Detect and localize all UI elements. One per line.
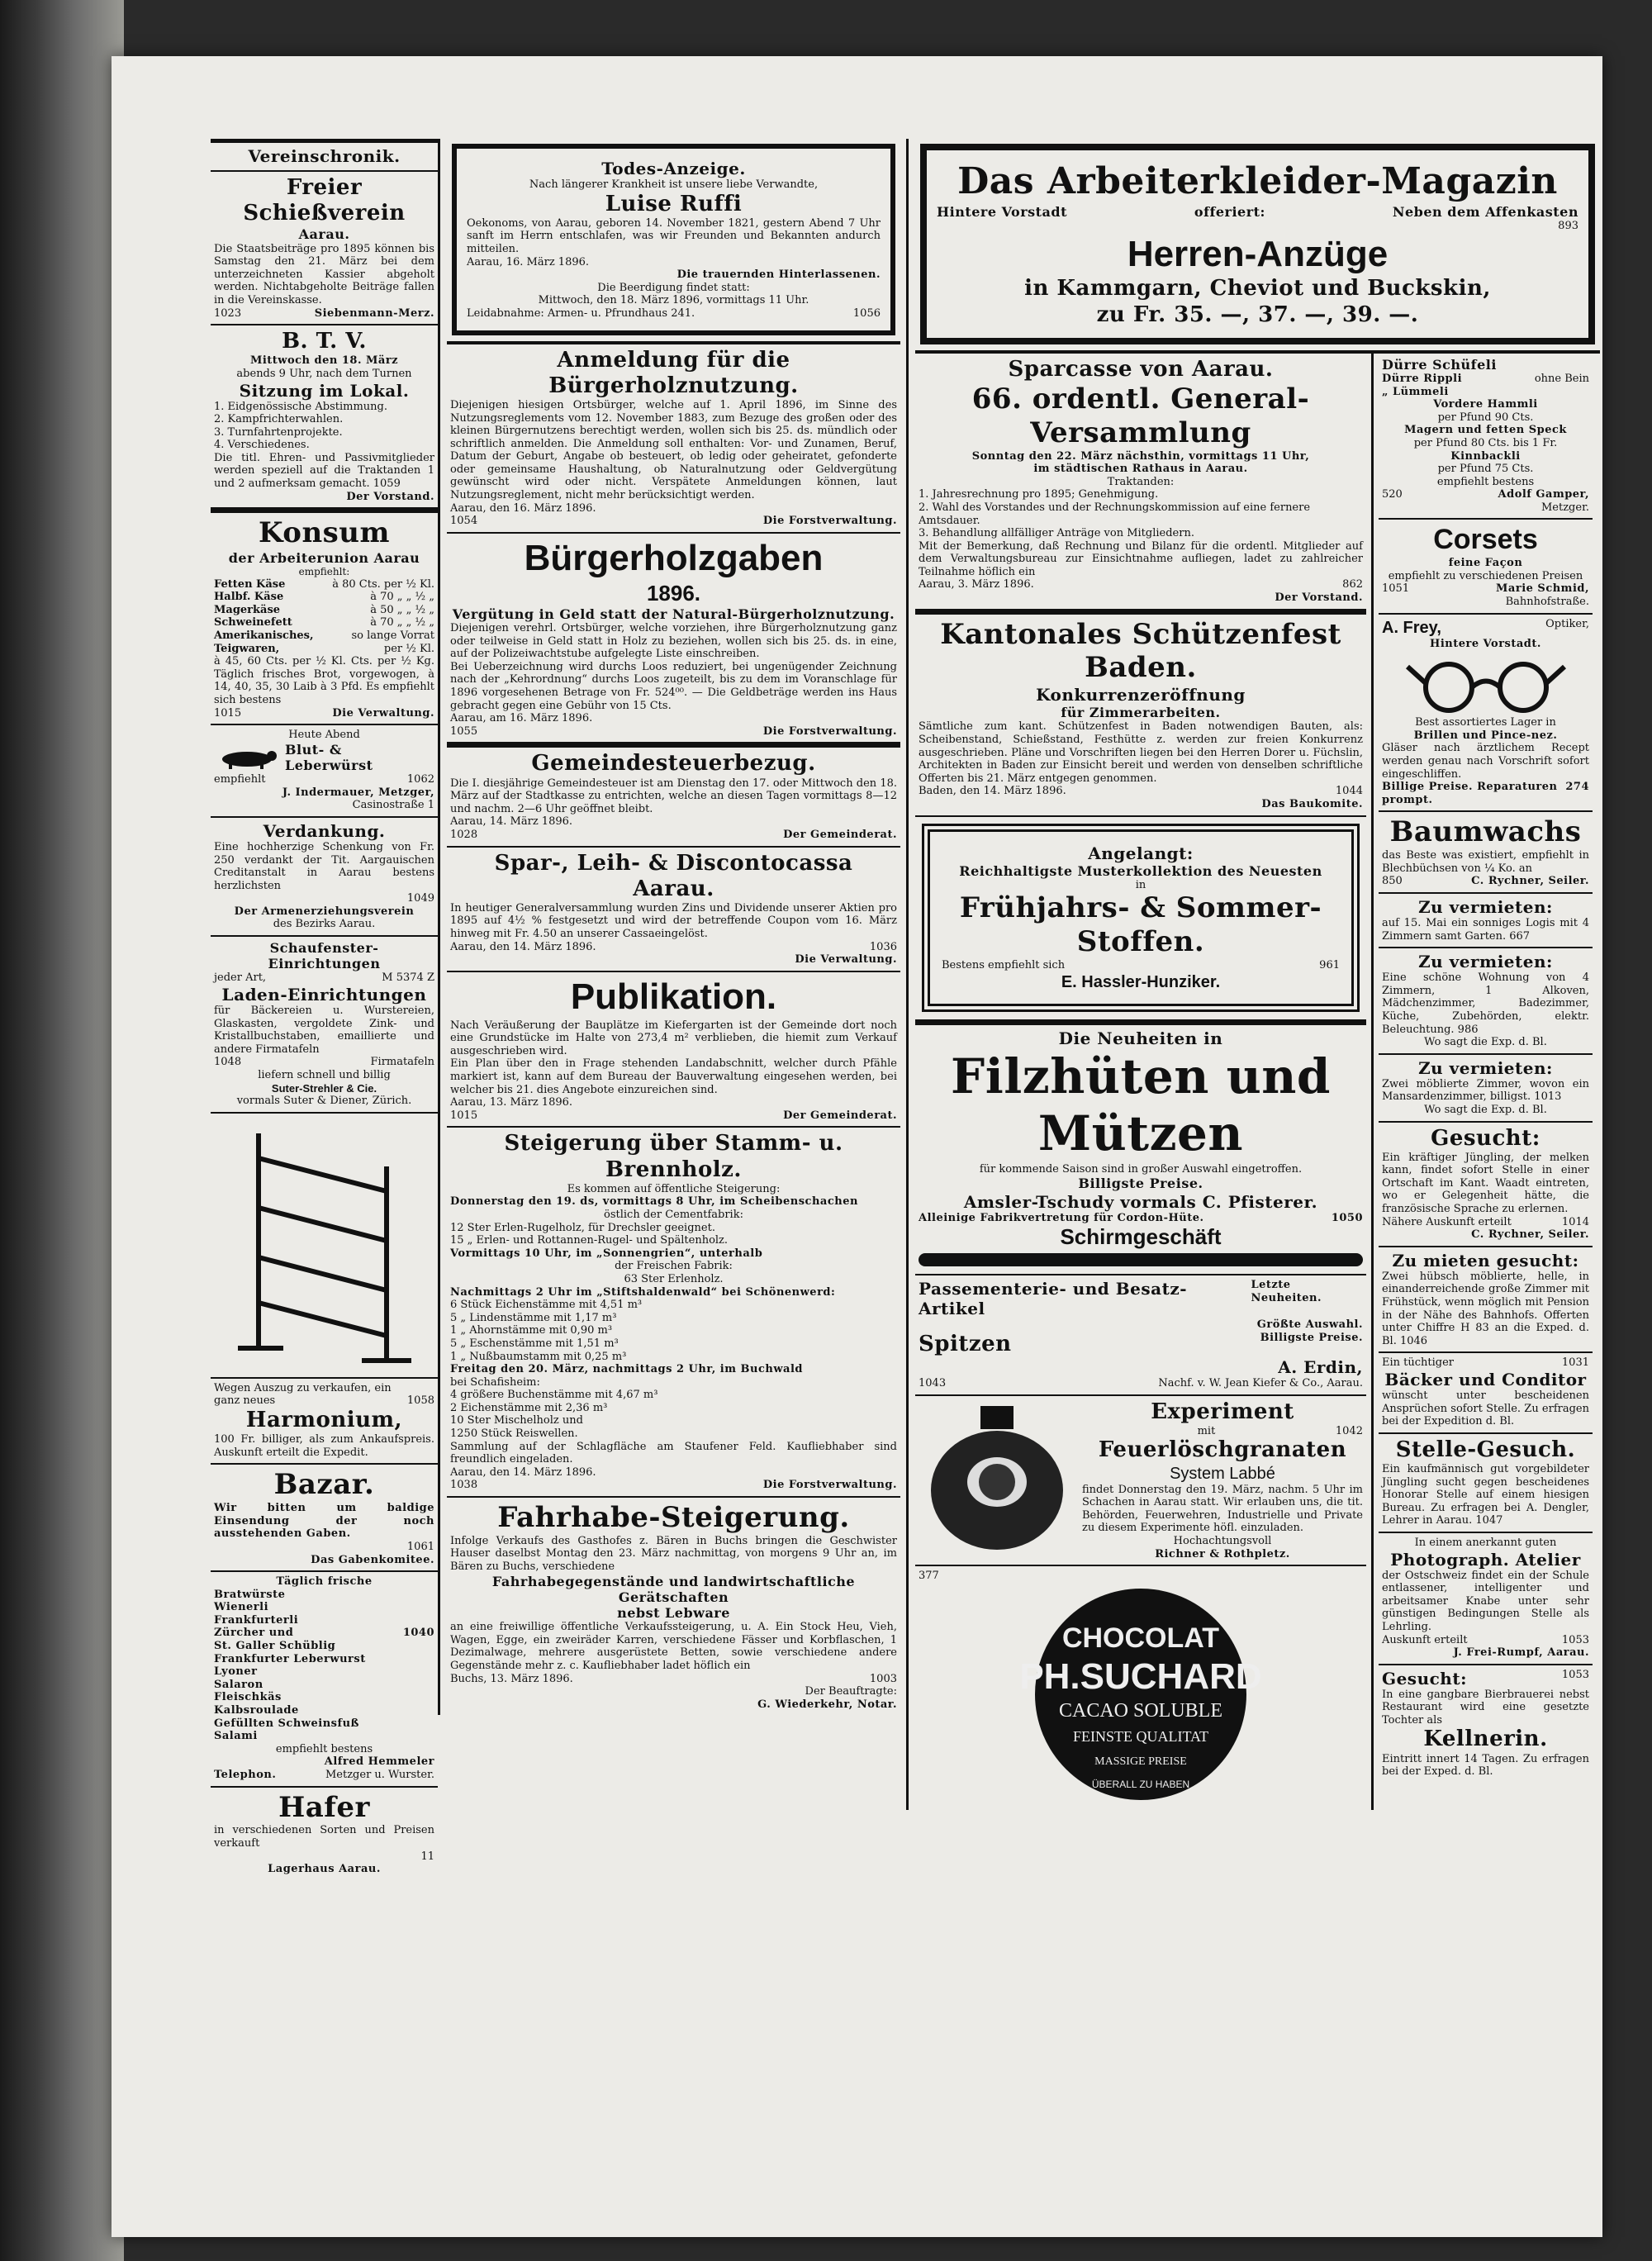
ad-stelle-gesuch: Stelle-Gesuch. Ein kaufmännisch gut vorgebildeter Jüngling sucht gegen bescheidenes Honorar Stelle auf einem hiesigen Bureau. Zu erfragen bei A. Dengler, Lehrer in Aarau. 1047 — [1379, 1434, 1593, 1533]
decorative-bar — [919, 1253, 1363, 1266]
column-3 — [906, 139, 1600, 1810]
svg-text:ÜBERALL ZU HABEN: ÜBERALL ZU HABEN — [1091, 1778, 1190, 1790]
ad-kellnerin: Gesucht: 1053 In eine gangbare Bierbrauerei nebst Restaurant wird eine gesetzte Tochter als Kellnerin. Eintritt innert 14 Tagen. Zu erfragen bei der Exped. d. Bl. — [1382, 1668, 1589, 1779]
column-2 — [438, 139, 900, 1715]
ad-sparcasse-aarau: Sparcasse von Aarau. 66. ordentl. General-Versammlung Sonntag den 22. März nächsthin, vormittags 11 Uhr, im städtischen Rathaus in Aarau. Traktanden: 1. Jahresrechnung pro 1895; Genehmigung. 2. Wahl des Vorstandes und der Rechnungskommission auf eine fernere Amtsdauer. 3. Behandlung allfälliger Anträge von Mitgliedern. Mit der Bemerkung, daß Rechnung und Bilanz für die ordentl. Mitglieder auf dem Verwaltungsbureau zur Einsichtnahme aufliegen, ladet zu zahlreicher Teilnahme höflich ein Aarau, 3. März 1896. 862 Der Vorstand. — [915, 354, 1366, 610]
scan-binding-edge — [0, 0, 124, 2261]
ad-feuerloeschgranaten: Experiment mit 1042 Feuerlöschgranaten System Labbé findet Donnerstag den 19. März, nachm. 5 Uhr im Schachen in Aarau statt. Wir erlauben uns, die tit. Behörden, Feuerwehren, Industrielle und Private zu diesem Experimente höfl. einzuladen. Hochachtungsvoll Richner & Rothpletz. — [915, 1396, 1366, 1567]
column-1 — [211, 139, 438, 1880]
svg-text:FEINSTE QUALITAT: FEINSTE QUALITAT — [1072, 1727, 1209, 1745]
ad-arbeiterkleider-magazin: Das Arbeiterkleider-Magazin Hintere Vorstadt offeriert: Neben dem Affenkasten 893 Herren-Anzüge in Kammgarn, Cheviot und Buckskin, zu Fr. 35. —, 37. —, 39. —. — [915, 139, 1600, 354]
ad-filzhuete: Die Neuheiten in Filzhüten und Mützen für kommende Saison sind in großer Auswahl eingetroffen. Billigste Preise. Amsler-Tschudy vormals C. Pfisterer. Alleinige Fabrikvertretung für Cordon-Hüte. 1050 Schirmgeschäft — [915, 1021, 1366, 1276]
ad-sparkasse-discontocassa: Spar-, Leih- & Discontocassa Aarau. In heutiger Generalversammlung wurden Zins und Dividende unserer Aktien pro 1895 auf 4½ % festgesetzt und wird der betreffende Coupon vom 16. März hinweg mit Fr. 4.50 an unserer Cassaeingelöst. Aarau, den 14. März 1896. 1036 Die Verwaltung. — [447, 848, 900, 972]
svg-text:CACAO SOLUBLE: CACAO SOLUBLE — [1058, 1699, 1223, 1722]
ad-zu-vermieten-3: Zu vermieten: Zwei möblierte Zimmer, wovon ein Mansardenzimmer, billigst. 1013 Wo sagt die Exp. d. Bl. — [1379, 1055, 1593, 1123]
ad-konsum: Konsum der Arbeiterunion Aarau empfiehlt: Fetten Käse à 80 Cts. per ½ Kl. Halbf. Käse à 70 „ „ ½ „ Magerkäse à 50 „ „ ½ „ Schweinefett à 70 „ „ ½ „ Amerikanisches, so lange Vorrat Teigwaren, per ½ Kl. à 45, 60 Cts. per ½ Kl. Cts. per ½ Kg. Täglich frisches Brot, vorgewogen, à 14, 40, 35, 30 Laib à 3 Pfd. Es empfiehlt sich bestens 1015 Die Verwaltung. — [211, 509, 438, 725]
ad-gesucht-juengling: Gesucht: Ein kräftiger Jüngling, der melken kann, findet sofort Stelle in einer Ortschaft im Kant. Waadt eintreten, wo er Gelegenheit hätte, die französische Sprache zu erlernen. Nähere Auskunft erteilt 1014 C. Rychner, Seiler. — [1379, 1123, 1593, 1247]
ad-zu-mieten-gesucht: Zu mieten gesucht: Zwei hübsch möblierte, helle, in einanderreichende große Zimmer mit Frühstück, wenn möglich mit Pension in der Nähe des Bahnhofs. Offerten unter Chiffre H 83 an die Exped. d. Bl. 1046 — [1379, 1247, 1593, 1354]
ad-buergerholzgaben: Bürgerholzgaben 1896. Vergütung in Geld statt der Natural-Bürgerholznutzung. Diejenigen verehrl. Ortsbürger, welche vorziehen, ihre Bürgerholznutzung ganz oder teilweise in Geld statt in Holz zu beziehen, wollen sich bis 25. ds. in eine, auf der Polizeiwachtstube aufgelegte Liste einschreiben. Bei Ueberzeichnung wird durchs Loos reduziert, bei ungenügender Zeichnung nach der „Kehrordnung“ durchs Loos zugeteilt, bis zu dem im Voranschlage für 1896 vorgesehenen Betrage von Fr. 524⁰⁰. — Die Geldbeträge werden ins Haus gebracht gegen eine Gebühr von 15 Cts. Aarau, am 16. März 1896. 1055 Die Forstverwaltung. — [447, 534, 900, 744]
konsum-pricelist: Fetten Käse à 80 Cts. per ½ Kl. Halbf. Käse à 70 „ „ ½ „ Magerkäse à 50 „ „ ½ „ Schweinefett à 70 „ „ ½ „ Amerikanisches, so lange Vorrat Teigwaren, per ½ Kl. — [214, 577, 434, 655]
ad-anmeldung-buergerholz: Anmeldung für die Bürgerholznutzung. Diejenigen hiesigen Ortsbürger, welche auf 1. April 1896, im Sinne des Nutzungsreglements vom 12. November 1883, zum Bezuge des großen oder des kleinen Bürgernutzens berechtigt werden, wollen sich bis 25. ds. mündlich oder schriftlich anmelden. Die Anmeldung soll enthalten: Vor- und Zunamen, Beruf, Datum der Geburt, Angabe ob besteuert, ob ledig oder geheiratet, gefonderte oder gemeinsame Haushaltung, ob Naturalnutzung oder Geldvergütung gewünscht wird oder nicht. Verspätete Anmeldungen können, laut Nutzungsreglement, nicht mehr berücksichtigt werden. Aarau, den 16. März 1896. 1054 Die Forstverwaltung. — [447, 344, 900, 534]
ad-hassler-hunziker: Angelangt: Reichhaltigste Musterkollektion des Neuesten in Frühjahrs- & Sommer-Stoffen. Bestens empfiehlt sich 961 E. Hassler-Hunziker. — [915, 817, 1366, 1021]
spectacles-icon — [1382, 650, 1589, 716]
suchard-seal-logo — [1017, 1583, 1265, 1806]
ad-harmonium: Wegen Auszug zu verkaufen, ein ganz neues 1058 Harmonium, 100 Fr. billiger, als zum Ankaufspreis. Auskunft erteilt die Expedit. — [211, 1379, 438, 1465]
ad-passementerie: Passementerie- und Besatz-Artikel Letzte Neuheiten. Größte Auswahl. Spitzen Billigste Preise. A. Erdin, 1043 Nachf. v. W. Jean Kiefer & Co., Aarau. — [915, 1275, 1366, 1395]
extinguisher-grenade-illustration — [919, 1399, 1075, 1561]
ad-gemeindesteuer: Gemeindesteuerbezug. Die I. diesjährige Gemeindesteuer ist am Dienstag den 17. oder Mittwoch den 18. März auf der Stadtkasse zu entrichten, welche an diesen Tagen vormittags 8—12 und nachm. 2—6 Uhr geöffnet bleibt. Aarau, 14. März 1896. 1028 Der Gemeinderat. — [447, 743, 900, 847]
ad-optiker-frey: A. Frey, Optiker, Hintere Vorstadt. Best assortiertes Lager in Brillen und Pince-nez. Gläser nach ärztlichem Recept werden genau nach Vorschrift sofort eingeschliffen. Billige Preise. Reparaturen prompt. 274 — [1379, 615, 1593, 813]
newspaper-page — [112, 56, 1602, 2237]
ad-photograph-atelier: In einem anerkannt guten Photograph. Atelier der Ostschweiz findet ein der Schule entlassener, intelligenter und arbeitsamer Knabe unter sehr günstigen Bedingungen Stelle als Lehrling. Auskunft erteilt 1053 J. Frei-Rumpf, Aarau. — [1379, 1533, 1593, 1665]
ad-publikation: Publikation. Nach Veräußerung der Bauplätze im Kiefergarten ist der Gemeinde dort noch eine Grundstücke im Halte von 273,4 m² verblieben, die hiemit zum Verkauf ausgeschrieben wird. Ein Plan über den in Frage stehenden Landabschnitt, welcher durch Pfähle markiert ist, kann auf dem Bureau der Bauverwaltung eingesehen werden, bei welcher bis 21. dies Angebote einzureichen sind. Aarau, 13. März 1896. 1015 Der Gemeinderat. — [447, 972, 900, 1128]
ad-zu-vermieten-2: Zu vermieten: Eine schöne Wohnung von 4 Zimmern, 1 Alkoven, Mädchenzimmer, Badezimmer, Küche, Zubehörden, elektr. Beleuchtung. 986 Wo sagt die Exp. d. Bl. — [1379, 948, 1593, 1055]
svg-text:CHOCOLAT: CHOCOLAT — [1061, 1622, 1220, 1654]
col3-main — [915, 354, 1374, 1810]
svg-text:MASSIGE PREISE: MASSIGE PREISE — [1094, 1755, 1187, 1768]
ad-btv: B. T. V. Mittwoch den 18. März abends 9 Uhr, nach dem Turnen Sitzung im Lokal. 1. Eidgenössische Abstimmung. 2. Kampfrichterwahlen. 3. Turnfahrtenprojekte. 4. Verschiedenes. Die titl. Ehren- und Passivmitglieder werden speziell auf die Traktanden 1 und 2 aufmerksam gemacht. 1059 Der Vorstand. — [211, 325, 438, 509]
ad-hafer: Hafer in verschiedenen Sorten und Preisen verkauft 11 Lagerhaus Aarau. — [214, 1790, 434, 1876]
ad-baumwachs: Baumwachs das Beste was existiert, empfiehlt in Blechbüchsen von ¼ Ko. an 850 C. Rychner, Seiler. — [1379, 812, 1593, 894]
col3-right — [1374, 354, 1593, 1810]
ad-corsets: Corsets feine Façon empfiehlt zu verschiedenen Preisen 1051 Marie Schmid, Bahnhofstraße. — [1379, 520, 1593, 614]
ad-chocolat-suchard: 377 CHOCOLAT PH.SUCHARD CACAO SOLUBLE FEINSTE QUALITAT MASSIGE PREISE ÜBERALL ZU HABEN — [915, 1566, 1366, 1810]
col3-split — [915, 354, 1600, 1810]
ad-zu-vermieten-1: Zu vermieten: auf 15. Mai ein sonniges Logis mit 4 Zimmern samt Garten. 667 — [1379, 894, 1593, 948]
ad-wurstwaren: Täglich frische Bratwürste Wienerli Frankfurterli Zürcher und 1040 St. Galler Schüblig Frankfurter Leberwurst Lyoner Salaron Fleischkäs Kalbsroulade Gefüllten Schweinsfuß Salami empfiehlt bestens Alfred Hemmeler Telephon. Metzger u. Wurster. — [211, 1572, 438, 1788]
ad-schiessverein: Freier Schießverein Aarau. Die Staatsbeiträge pro 1895 können bis Samstag den 21. März bei dem unterzeichneten Kassier abgeholt werden. Nichtabgeholte Beiträge fallen in die Vereinskasse. 1023 Siebenmann-Merz. — [211, 172, 438, 325]
ad-blut-leberwurst: Heute Abend Blut- & Leberwürst empfiehlt 1062 J. Indermauer, Metzger, Casinostraße 1 — [211, 725, 438, 818]
ad-duerre-schueifeli: Dürre Schüfeli Dürre Rippli ohne Bein „ Lümmeli Vordere Hammli per Pfund 90 Cts. Magern und fetten Speck per Pfund 80 Cts. bis 1 Fr. Kinnbackli per Pfund 75 Cts. empfiehlt bestens 520 Adolf Gamper, Metzger. — [1379, 354, 1593, 520]
ad-schaufenster: Schaufenster-Einrichtungen jeder Art, M 5374 Z Laden-Einrichtungen für Bäckereien u. Wurstereien, Glaskasten, vergoldete Zink- und Kristallbuchstaben, emaillierte und andere Firmatafeln 1048 Firmatafeln liefern schnell und billig Suter-Strehler & Cie. vormals Suter & Diener, Zürich. — [211, 937, 438, 1114]
ad-todesanzeige: Todes-Anzeige. Nach längerer Krankheit ist unsere liebe Verwandte, Luise Ruffi Oekonoms, von Aarau, geboren 14. November 1821, gestern Abend 7 Uhr sanft im Herrn entschlafen, was wir Freunden und Bekannten andurch mitteilen. Aarau, 16. März 1896. Die trauernden Hinterlassenen. Die Beerdigung findet statt: Mittwoch, den 18. März 1896, vormittags 11 Uhr. Leidabnahme: Armen- u. Pfrundhaus 241. 1056 — [447, 139, 900, 344]
pig-icon — [214, 746, 280, 769]
ad-schuetzenfest: Kantonales Schützenfest Baden. Konkurrenzeröffnung für Zimmerarbeiten. Sämtliche zum kant. Schützenfest in Baden notwendigen Bauten, als: Scheibenstand, Schießstand, Festhütte z. werden zur freien Konkurrenz ausgeschrieben. Pläne und Vorschriften liegen bei den Herren Dorer u. Füchslin, Architekten in Baden zur Einsicht bereit und werden von denselben schriftliche Offerten bis 21. März entgegen genommen. Baden, den 14. März 1896. 1044 Das Baukomite. — [915, 610, 1366, 817]
ad-baecker-conditor: Ein tüchtiger 1031 Bäcker und Conditor wünscht unter bescheidenen Ansprüchen sofort Stelle. Zu erfragen bei der Expedition d. Bl. — [1379, 1353, 1593, 1433]
vereinschronik-header: Vereinschronik. — [211, 139, 438, 172]
ad-bazar: Bazar. Wir bitten um baldige Einsendung der noch ausstehenden Gaben. 1061 Das Gabenkomitee. — [211, 1465, 438, 1572]
rack-illustration — [211, 1114, 438, 1379]
svg-text:PH.SUCHARD: PH.SUCHARD — [1019, 1655, 1262, 1697]
ad-steigerung-holz: Steigerung über Stamm- u. Brennholz. Es kommen auf öffentliche Steigerung: Donnerstag den 19. ds, vormittags 8 Uhr, im Scheibenschachen östlich der Cementfabrik: 12 Ster Erlen-Rugelholz, für Drechsler geeignet. 15 „ Erlen- und Rottannen-Rugel- und Spältenholz. Vormittags 10 Uhr, im „Sonnengrien“, unterhalb der Freischen Fabrik: 63 Ster Erlenholz. Nachmittags 2 Uhr im „Stiftshaldenwald“ bei Schönenwerd: 6 Stück Eichenstämme mit 4,51 m³ 5 „ Lindenstämme mit 1,17 m³ 1 „ Ahornstämme mit 0,90 m³ 5 „ Eschenstämme mit 1,51 m³ 1 „ Nußbaumstamm mit 0,25 m³ Freitag den 20. März, nachmittags 2 Uhr, im Buchwald bei Schafisheim: 4 größere Buchenstämme mit 4,67 m³ 2 Eichenstämme mit 2,36 m³ 10 Ster Mischelholz und 1250 Stück Reiswellen. Sammlung auf der Schlagfläche am Staufener Feld. Kaufliebhaber sind freundlich eingeladen. Aarau, den 14. März 1896. 1038 Die Forstverwaltung. — [447, 1128, 900, 1498]
ad-fahrhabe-steigerung: Fahrhabe-Steigerung. Infolge Verkaufs des Gasthofes z. Bären in Buchs bringen die Geschwister Hauser daselbst Montag den 23. März nachmittag, von morgens 9 Uhr an, im Bären zu Buchs, verschiedene Fahrhabegegenstände und landwirtschaftliche Gerätschaften nebst Lebware an eine freiwillige öffentliche Verkaufssteigerung, u. A. Ein Stock Heu, Vieh, Wagen, Egge, ein zweiräder Karren, verschiedene Fässer und Korbflaschen, 1 Dezimalwage, mehrere ausgerüstete Betten, sowie verschiedene andere Gegenstände mehr z. c. Kaufliebhaber ladet höflich ein Buchs, 13. März 1896. 1003 Der Beauftragte: G. Wiederkehr, Notar. — [450, 1501, 897, 1711]
ad-verdankung: Verdankung. Eine hochherzige Schenkung von Fr. 250 verdankt der Tit. Aargauischen Creditanstalt in Aarau bestens herzlichsten 1049 Der Armenerziehungsverein des Bezirks Aarau. — [211, 818, 438, 937]
